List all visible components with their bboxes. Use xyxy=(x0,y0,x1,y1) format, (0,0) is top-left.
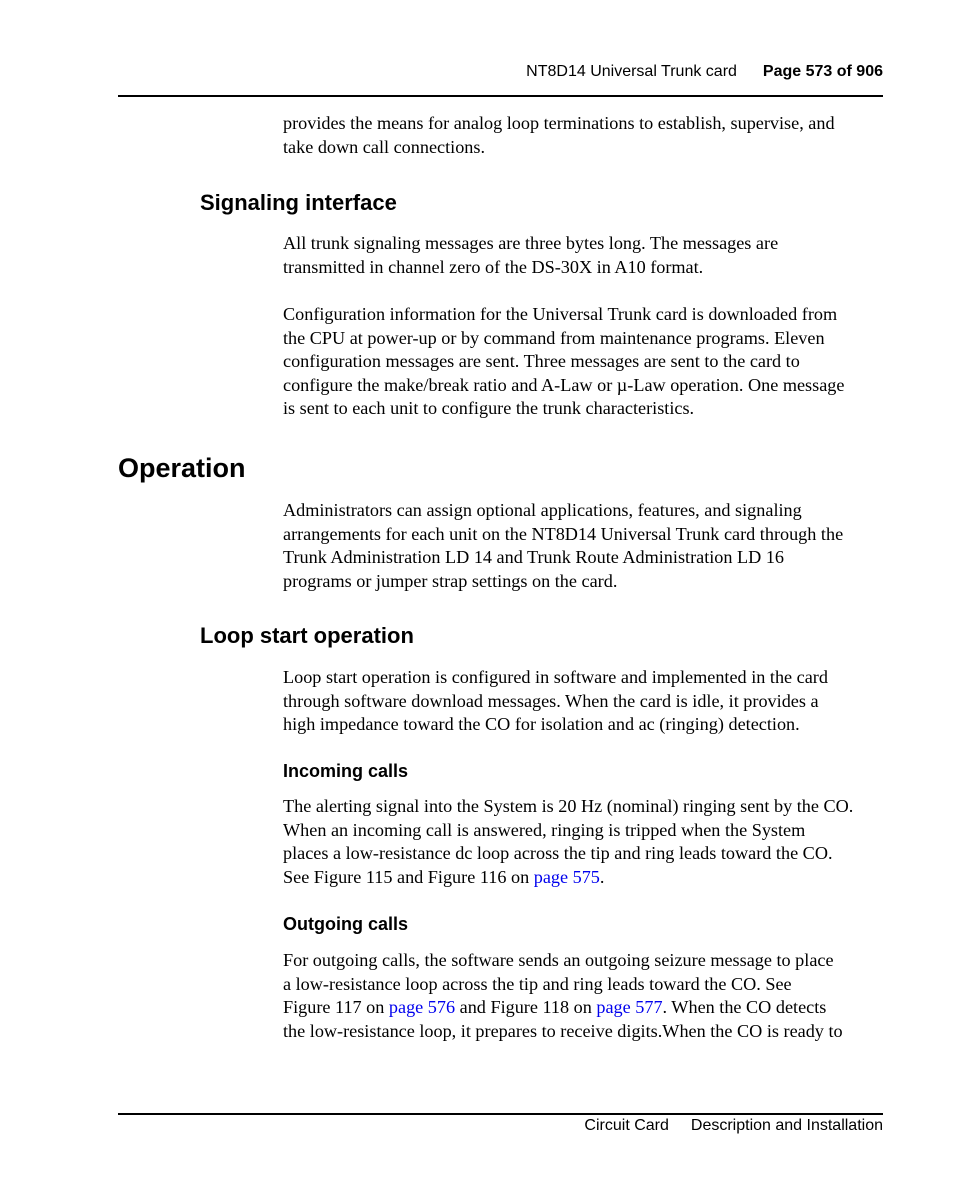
text-line: take down call connections. xyxy=(283,136,486,157)
page-number: Page 573 of 906 xyxy=(762,63,883,80)
footer-label-description: Description and Installation xyxy=(690,1117,883,1134)
link-page-576[interactable]: page 576 xyxy=(388,997,456,1018)
text-line: is sent to each unit to configure the trunk characteristics. xyxy=(283,398,695,419)
text-line: high impedance toward the CO for isolation and ac (ringing) detection. xyxy=(283,714,800,735)
text-line: Configuration information for the Universal Trunk card is downloaded from xyxy=(283,304,838,324)
heading-signaling-interface: Signaling interface xyxy=(200,190,397,215)
text-line: Trunk Administration LD 14 and Trunk Route Administration LD 16 xyxy=(283,547,785,568)
header-rule xyxy=(118,95,883,97)
link-page-577[interactable]: page 577 xyxy=(596,997,663,1018)
page-footer xyxy=(118,1117,883,1135)
text-line: provides the means for analog loop terminations to establish, supervise, and xyxy=(283,113,835,133)
text-line: Loop start operation is configured in software and implemented in the card xyxy=(283,667,828,687)
operation-paragraph xyxy=(283,499,883,593)
outgoing-calls-paragraph xyxy=(283,949,883,1043)
incoming-calls-paragraph xyxy=(283,795,883,889)
heading-loop-start-operation: Loop start operation xyxy=(200,623,414,648)
text-line: transmitted in channel zero of the DS-30X in A10 format. xyxy=(283,256,704,277)
text-fragment: Figure 117 on xyxy=(283,997,389,1018)
text-line: The alerting signal into the System is 20 Hz (nominal) ringing sent by the CO. xyxy=(283,796,854,816)
text-line xyxy=(283,996,883,1020)
footer-rule xyxy=(118,1113,883,1115)
text-line: the CPU at power-up or by command from maintenance programs. Eleven xyxy=(283,327,825,348)
text-line: When an incoming call is answered, ringing is tripped when the System xyxy=(283,819,806,840)
text-fragment: and Figure 118 on xyxy=(455,997,597,1018)
loop-start-paragraph xyxy=(283,666,883,737)
page-header xyxy=(118,63,883,89)
text-line: configuration messages are sent. Three messages are sent to the card to xyxy=(283,351,800,372)
text-fragment: . xyxy=(599,866,605,887)
signaling-paragraph-2 xyxy=(283,303,883,421)
text-line: For outgoing calls, the software sends an outgoing seizure message to place xyxy=(283,950,834,970)
text-line: Administrators can assign optional applications, features, and signaling xyxy=(283,500,802,520)
text-line: places a low-resistance dc loop across the tip and ring leads toward the CO. xyxy=(283,843,833,864)
text-fragment: . When the CO detects xyxy=(662,997,827,1018)
text-fragment: See Figure 115 and Figure 116 on xyxy=(283,866,534,887)
footer-label-circuit-card: Circuit Card xyxy=(584,1117,669,1134)
intro-paragraph xyxy=(283,112,883,159)
text-line: All trunk signaling messages are three bytes long. The messages are xyxy=(283,233,779,253)
signaling-paragraph-1 xyxy=(283,232,883,279)
text-line: programs or jumper strap settings on the card. xyxy=(283,570,618,591)
text-line xyxy=(283,866,883,890)
text-line: a low-resistance loop across the tip and ring leads toward the CO. See xyxy=(283,973,792,994)
heading-incoming-calls: Incoming calls xyxy=(283,761,409,781)
link-page-575[interactable]: page 575 xyxy=(533,866,600,887)
heading-outgoing-calls: Outgoing calls xyxy=(283,914,409,934)
text-line: configure the make/break ratio and A-Law or µ-Law operation. One message xyxy=(283,374,845,395)
heading-operation: Operation xyxy=(118,453,246,483)
document-title: NT8D14 Universal Trunk card xyxy=(526,63,737,80)
text-line: arrangements for each unit on the NT8D14 Universal Trunk card through the xyxy=(283,523,844,544)
text-line: the low-resistance loop, it prepares to receive digits.When the CO is ready to xyxy=(283,1020,843,1041)
text-line: through software download messages. When the card is idle, it provides a xyxy=(283,690,819,711)
